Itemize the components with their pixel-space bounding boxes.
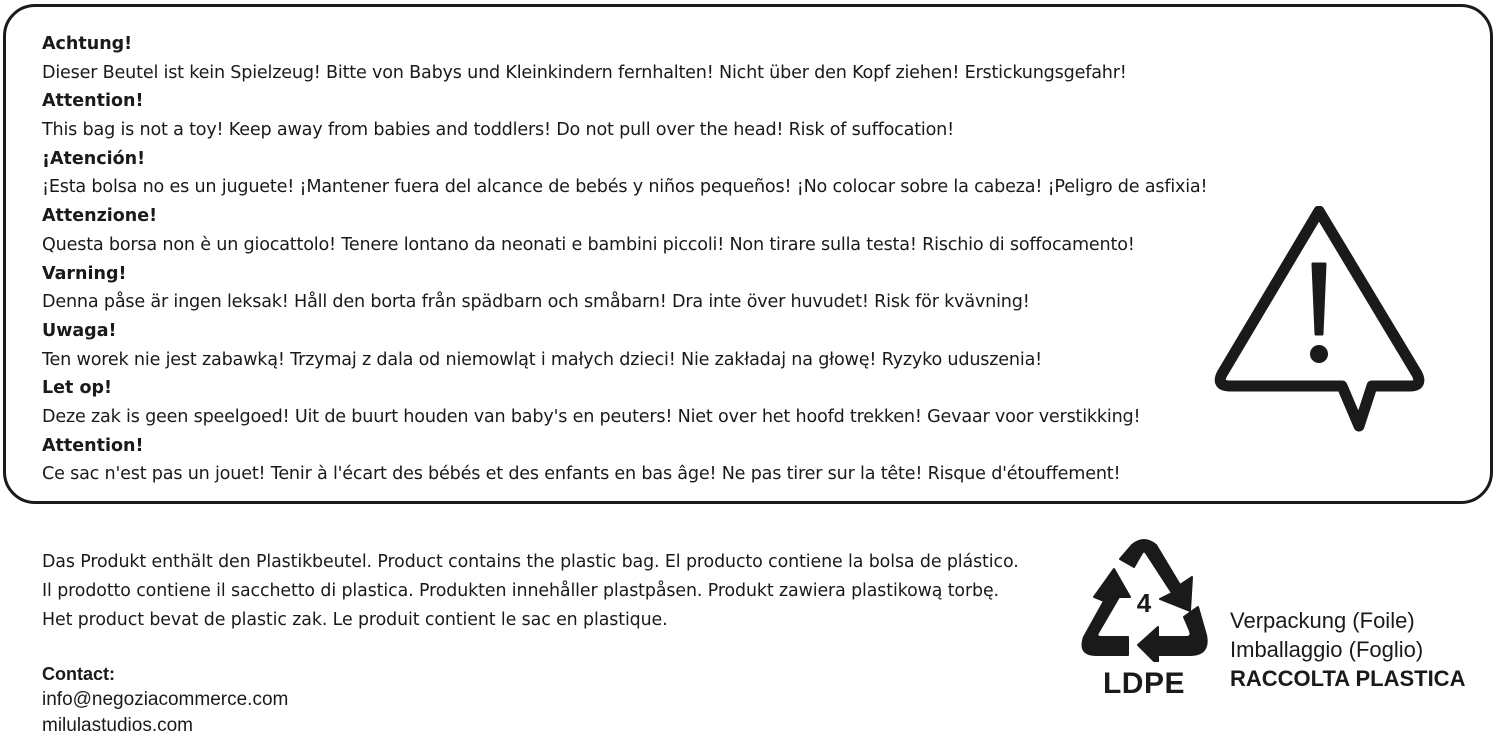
warning-es <box>42 145 1342 202</box>
contact-email[interactable]: info@negoziacommerce.com <box>42 689 289 710</box>
warning-title: Attenzione! <box>42 206 158 227</box>
warning-title: Attention! <box>42 435 144 456</box>
warning-text: Ten worek nie jest zabawką! Trzymaj z dala od niemowląt i małych dzieci! Nie zakładaj na głowę! Ryzyko uduszenia! <box>42 349 1042 370</box>
warning-text: Questa borsa non è un giocattolo! Tenere lontano da neonati e bambini piccoli! Non tirare sulla testa! Rischio di soffocamento! <box>42 234 1135 255</box>
product-info: Das Produkt enthält den Plastikbeutel. Product contains the plastic bag. El producto contiene la bolsa de plástico. Il prodotto contiene il sacchetto di plastica. Produkten innehåller plastpåsen. Produkt zawiera plastikową torbę. Het product bevat de plastic zak. Le produit contient le sac en plastique. <box>42 552 1019 630</box>
warning-de <box>42 30 1342 87</box>
warning-fr <box>42 432 1342 489</box>
warning-text: Deze zak is geen speelgoed! Uit de buurt houden van baby's en peuters! Niet over het hoofd trekken! Gevaar voor verstikking! <box>42 406 1141 427</box>
contact-block <box>42 661 542 739</box>
recycling-line-it: Imballaggio (Foglio) <box>1230 637 1424 662</box>
recycling-line-de: Verpackung (Foile) <box>1230 608 1415 633</box>
warning-title: Achtung! <box>42 34 133 54</box>
warning-en <box>42 87 1342 144</box>
warning-sv <box>42 260 1342 317</box>
recycling-info <box>1230 606 1495 693</box>
recycling-line-collection: RACCOLTA PLASTICA <box>1230 666 1466 691</box>
warning-title: Attention! <box>42 91 144 112</box>
warning-triangle-speech-icon <box>1212 206 1427 436</box>
warning-it <box>42 202 1342 259</box>
warning-text: ¡Esta bolsa no es un juguete! ¡Mantener fuera del alcance de bebés y niños pequeños! ¡No colocar sobre la cabeza! ¡Peligro de asfixia! <box>42 177 1208 198</box>
warning-text: Denna påse är ingen leksak! Håll den borta från spädbarn och småbarn! Dra inte över huvudet! Risk för kvävning! <box>42 292 1030 313</box>
warning-text: Ce sac n'est pas un jouet! Tenir à l'écart des bébés et des enfants en bas âge! Ne pas tirer sur la tête! Risque d'étouffement! <box>42 464 1121 485</box>
warning-text: Dieser Beutel ist kein Spielzeug! Bitte von Babys und Kleinkindern fernhalten! Nicht über den Kopf ziehen! Erstickungsgefahr! <box>42 62 1127 83</box>
warning-title: Let op! <box>42 378 113 399</box>
warning-pl <box>42 317 1342 374</box>
warning-nl <box>42 374 1342 431</box>
warning-title: Uwaga! <box>42 320 117 341</box>
warning-title: Varning! <box>42 263 127 284</box>
recycling-code: 4 <box>1136 588 1152 618</box>
contact-title: Contact: <box>42 664 115 684</box>
warning-title: ¡Atención! <box>42 148 146 169</box>
warning-text: This bag is not a toy! Keep away from babies and toddlers! Do not pull over the head! Risk of suffocation! <box>42 120 954 141</box>
warning-list <box>42 30 1342 489</box>
recycling-material: LDPE <box>1102 667 1185 700</box>
contact-website[interactable]: milulastudios.com <box>42 715 193 736</box>
